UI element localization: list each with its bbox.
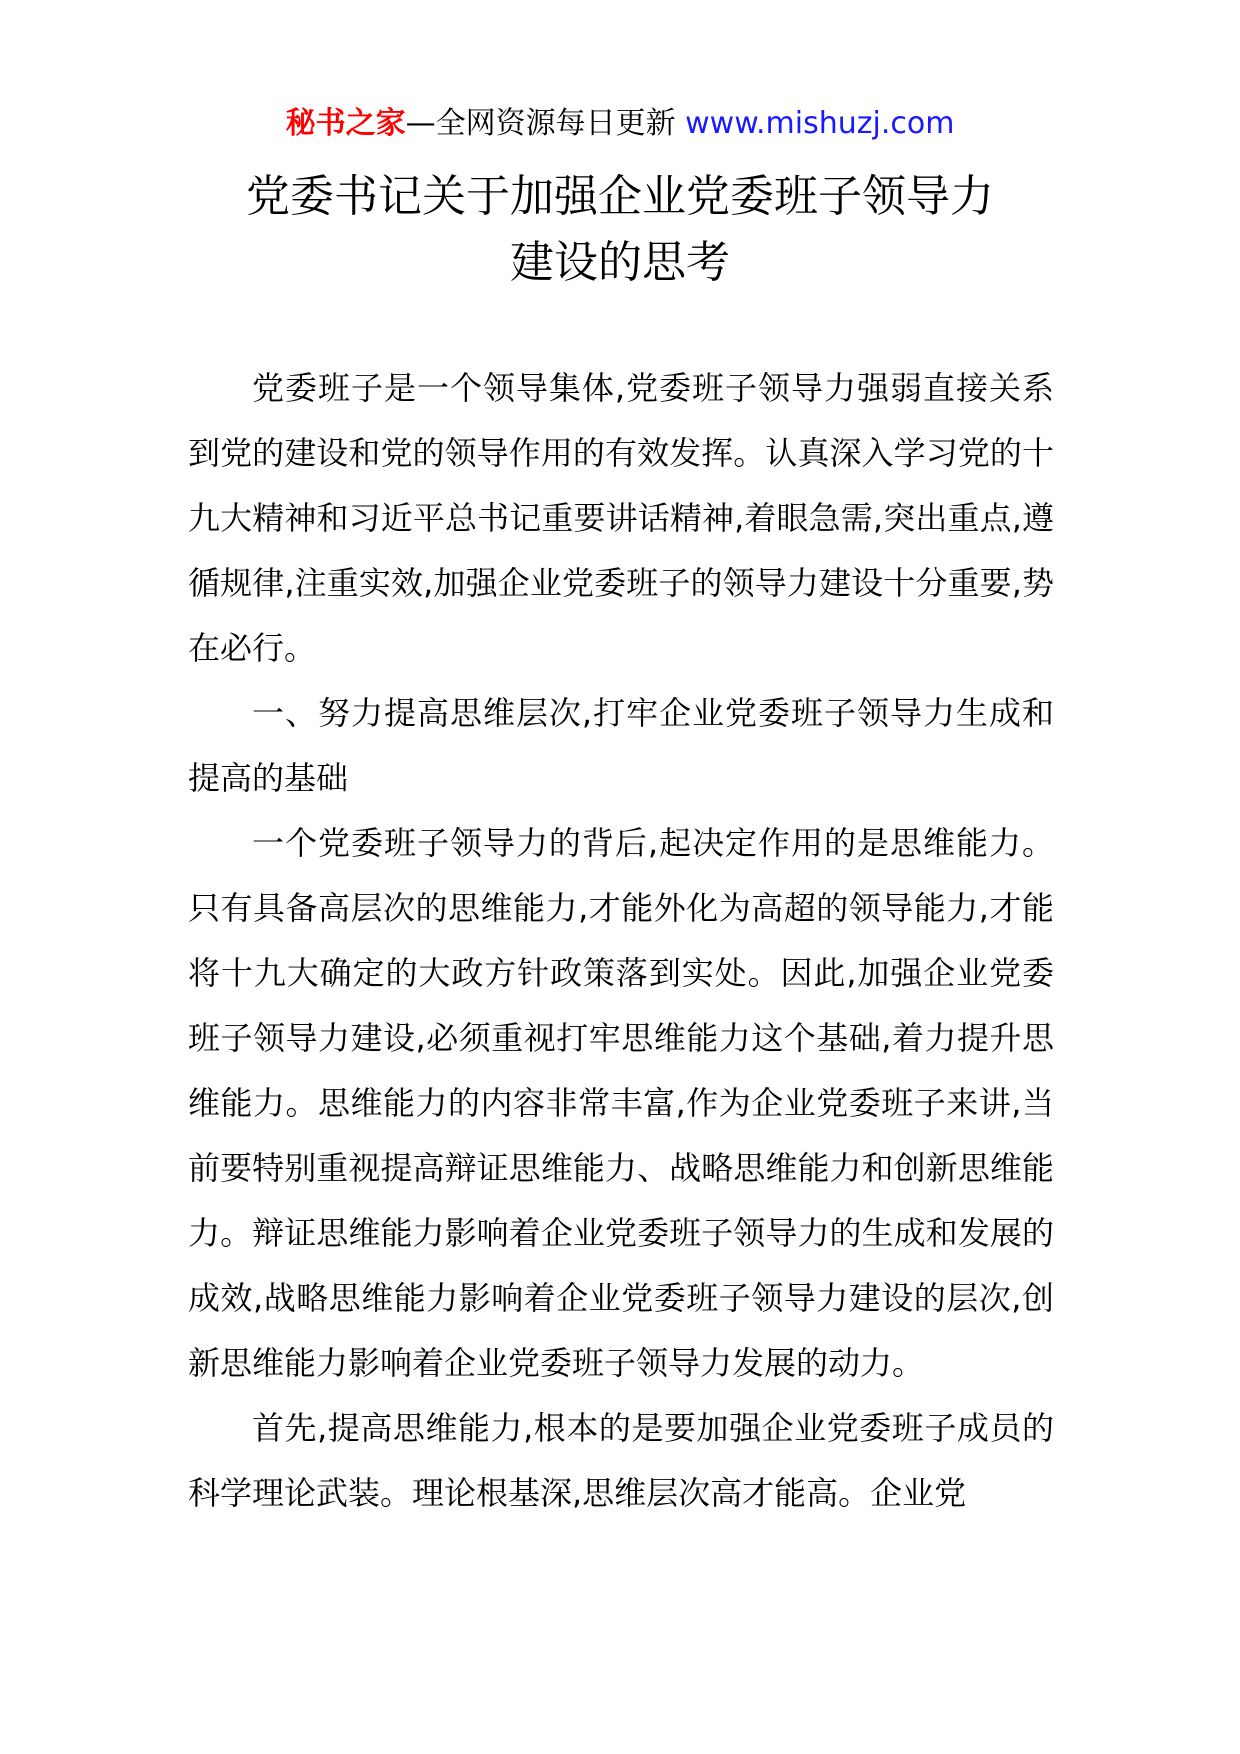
title-line-2: 建设的思考	[510, 237, 730, 288]
section-heading-1: 一、努力提高思维层次,打牢企业党委班子领导力生成和提高的基础	[188, 694, 1054, 797]
paragraph-thinking: 一个党委班子领导力的背后,起决定作用的是思维能力。只有具备高层次的思维能力,才能外化为高超的领导能力,才能将十九大确定的大政方针政策落到实处。因此,加强企业党委班子领导力建设,必须重视打牢思维能力这个基础,着力提升思维能力。思维能力的内容非常丰富,作为企业党委班子来讲,当前要特别重视提高辩证思维能力、战略思维能力和创新思维能力。辩证思维能力影响着企业党委班子领导力的生成和发展的成效,战略思维能力影响着企业党委班子领导力建设的层次,创新思维能力影响着企业党委班子领导力发展的动力。	[188, 824, 1054, 1382]
paragraph-first: 首先,提高思维能力,根本的是要加强企业党委班子成员的科学理论武装。理论根基深,思维层次高才能高。企业党	[188, 1409, 1054, 1512]
paragraph-intro: 党委班子是一个领导集体,党委班子领导力强弱直接关系到党的建设和党的领导作用的有效发挥。认真深入学习党的十九大精神和习近平总书记重要讲话精神,着眼急需,突出重点,遵循规律,注重实效,加强企业党委班子的领导力建设十分重要,势在必行。	[188, 369, 1054, 667]
banner-url[interactable]: www.mishuzj.com	[685, 106, 955, 141]
document-title	[0, 164, 1240, 296]
title-line-1: 党委书记关于加强企业党委班子领导力	[246, 171, 994, 222]
banner-brand: 秘书之家	[285, 106, 406, 141]
banner-slogan: —全网资源每日更新	[405, 106, 686, 141]
document-body	[188, 356, 1054, 1526]
site-banner	[0, 104, 1240, 144]
